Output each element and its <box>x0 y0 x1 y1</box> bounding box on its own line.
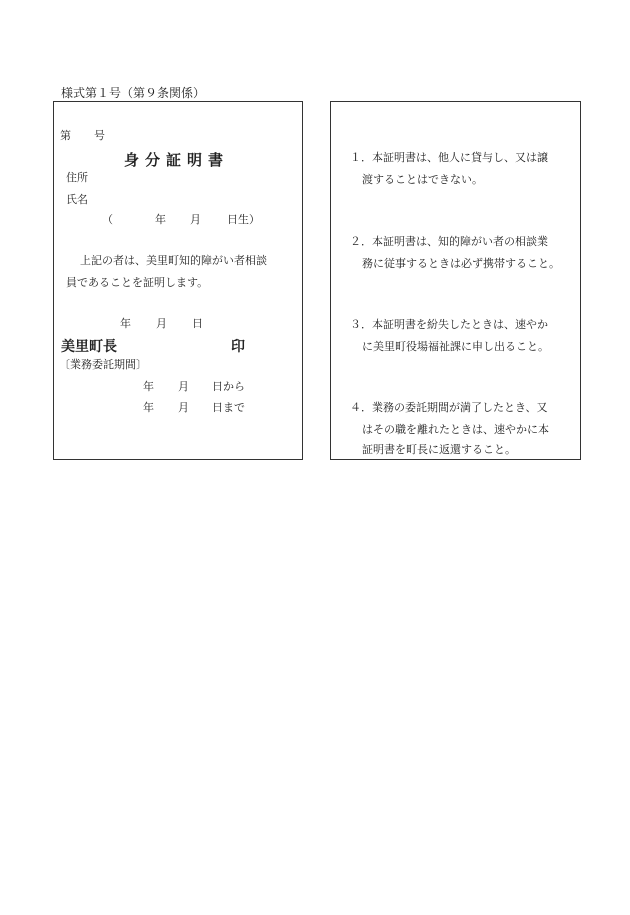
certificate-notes-card <box>330 101 581 460</box>
period-from-day: 日から <box>212 380 245 393</box>
note-3-line-1: ３．本証明書を紛失したときは、速やか <box>350 318 548 331</box>
issue-month: 月 <box>156 317 167 330</box>
number-prefix: 第 <box>60 129 71 142</box>
form-label: 様式第１号（第９条関係） <box>61 86 206 100</box>
note-4-line-2: はその職を離れたときは、速やかに本 <box>362 423 549 436</box>
note-1-line-2: 渡することはできない。 <box>362 173 483 186</box>
birth-month: 月 <box>190 213 201 226</box>
period-to-day: 日まで <box>212 401 245 414</box>
certify-line-2: 員であることを証明します。 <box>66 276 209 289</box>
note-2-line-2: 務に従事するときは必ず携帯すること。 <box>362 257 560 270</box>
birth-year: 年 <box>155 213 166 226</box>
period-from-year: 年 <box>143 380 154 393</box>
period-to-month: 月 <box>178 401 189 414</box>
issue-year: 年 <box>120 317 131 330</box>
note-4-line-3: 証明書を町長に返還すること。 <box>362 443 516 456</box>
address-label: 住所 <box>66 171 88 184</box>
certify-line-1: 上記の者は、美里町知的障がい者相談 <box>80 254 267 267</box>
note-1-line-1: １．本証明書は、他人に貸与し、又は譲 <box>350 151 548 164</box>
seal-mark: 印 <box>231 339 245 355</box>
birth-day: 日生） <box>227 213 260 226</box>
number-suffix: 号 <box>94 129 105 142</box>
id-certificate-card <box>53 101 303 460</box>
note-3-line-2: に美里町役場福祉課に申し出ること。 <box>362 340 549 353</box>
service-period-label: 〔業務委託期間〕 <box>59 358 147 371</box>
note-4-line-1: ４．業務の委託期間が満了したとき、又 <box>350 401 548 414</box>
note-2-line-1: ２．本証明書は、知的障がい者の相談業 <box>350 235 548 248</box>
issue-day: 日 <box>192 317 203 330</box>
period-from-month: 月 <box>178 380 189 393</box>
mayor-title: 美里町長 <box>61 339 117 355</box>
period-to-year: 年 <box>143 401 154 414</box>
birth-open-paren: （ <box>102 213 113 226</box>
certificate-title: 身分証明書 <box>124 151 230 169</box>
name-label: 氏名 <box>66 193 88 206</box>
